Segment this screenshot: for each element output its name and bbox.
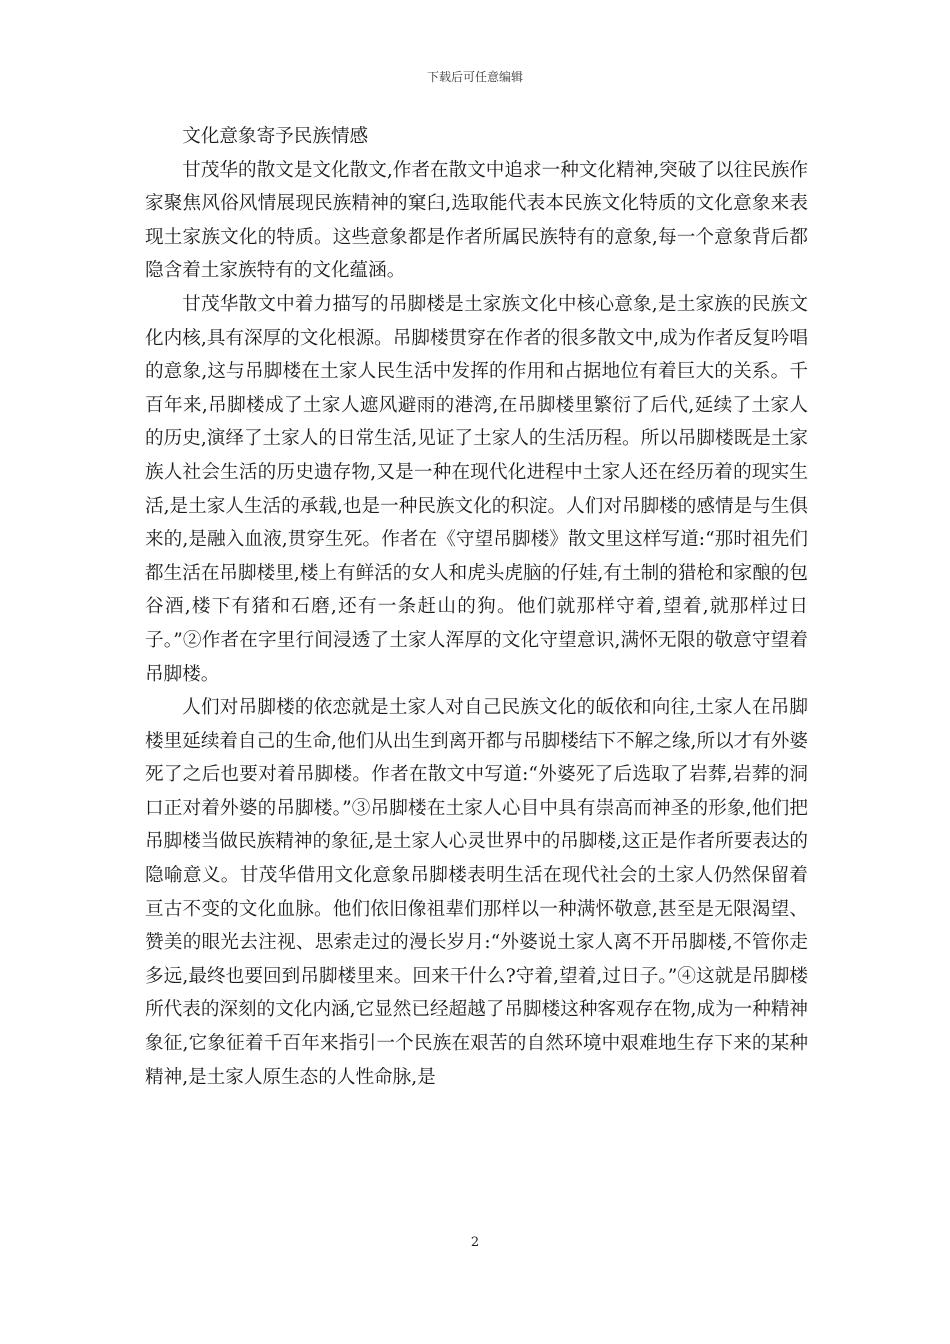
paragraph-1: 甘茂华的散文是文化散文,作者在散文中追求一种文化精神,突破了以往民族作家聚焦风俗风情展现民族精神的窠臼,选取能代表本民族文化特质的文化意象来表现土家族文化的特质。这些意象都是作者所属民族特有的意象,每一个意象背后都隐含着土家族特有的文化蕴涵。 [145,159,808,282]
document-body [145,120,808,1094]
paragraph-2: 甘茂华散文中着力描写的吊脚楼是土家族文化中核心意象,是土家族的民族文化内核,具有深厚的文化根源。吊脚楼贯穿在作者的很多散文中,成为作者反复吟唱的意象,这与吊脚楼在土家人民生活中发挥的作用和占据地位有着巨大的关系。千百年来,吊脚楼成了土家人遮风避雨的港湾,在吊脚楼里繁衍了后代,延续了土家人的历史,演绎了土家人的日常生活,见证了土家人的生活历程。所以吊脚楼既是土家族人社会生活的历史遗存物,又是一种在现代化进程中土家人还在经历着的现实生活,是土家人生活的承载,也是一种民族文化的积淀。人们对吊脚楼的感情是与生俱来的,是融入血液,贯穿生死。作者在《守望吊脚楼》散文里这样写道:“那时祖先们都生活在吊脚楼里,楼上有鲜活的女人和虎头虎脑的仔娃,有土制的猎枪和家酿的包谷酒,楼下有猪和石磨,还有一条赶山的狗。他们就那样守着,望着,就那样过日子。”②作者在字里行间浸透了土家人浑厚的文化守望意识,满怀无限的敬意守望着吊脚楼。 [145,293,808,685]
paragraph-3: 人们对吊脚楼的依恋就是土家人对自己民族文化的皈依和向往,土家人在吊脚楼里延续着自己的生命,他们从出生到离开都与吊脚楼结下不解之缘,所以才有外婆死了之后也要对着吊脚楼。作者在散文中写道:“外婆死了后选取了岩葬,岩葬的洞口正对着外婆的吊脚楼。”③吊脚楼在土家人心目中具有崇高而神圣的形象,他们把吊脚楼当做民族精神的象征,是土家人心灵世界中的吊脚楼,这正是作者所要表达的隐喻意义。甘茂华借用文化意象吊脚楼表明生活在现代社会的土家人仍然保留着亘古不变的文化血脉。他们依旧像祖辈们那样以一种满怀敬意,甚至是无限渴望、赞美的眼光去注视、思索走过的漫长岁月:“外婆说土家人离不开吊脚楼,不管你走多远,最终也要回到吊脚楼里来。回来干什么?守着,望着,过日子。”④这就是吊脚楼所代表的深刻的文化内涵,它显然已经超越了吊脚楼这种客观存在物,成为一种精神象征,它象征着千百年来指引一个民族在艰苦的自然环境中艰难地生存下来的某种精神,是土家人原生态的人性命脉,是 [145,697,808,1088]
page-header: 下载后可任意编辑 [426,70,523,84]
section-title: 文化意象寄予民族情感 [182,126,369,147]
page-number: 2 [470,1235,480,1250]
